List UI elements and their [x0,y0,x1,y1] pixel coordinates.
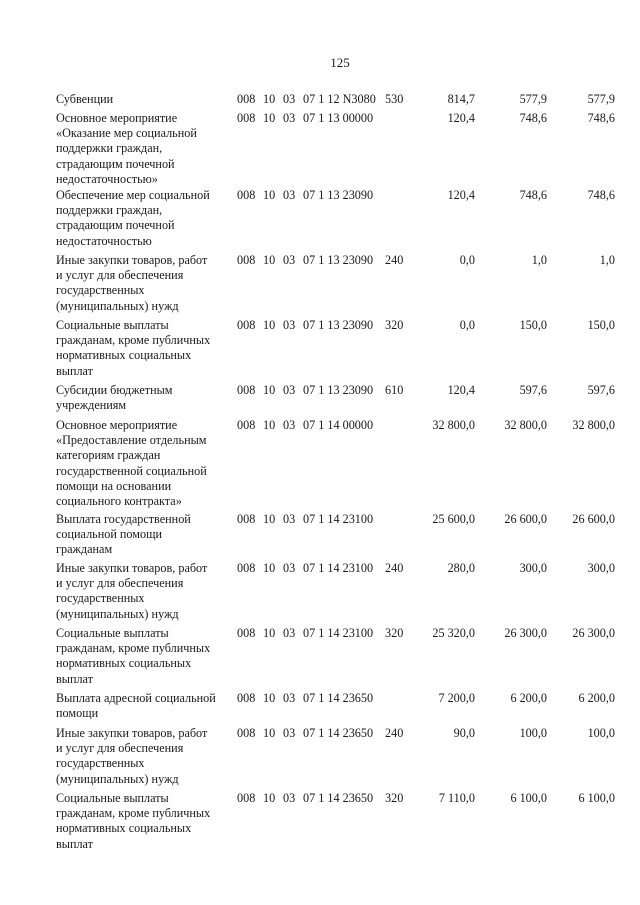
row-name [56,691,236,721]
row-name-line: страдающим почечной [56,218,175,233]
code-subsection: 03 [283,512,296,526]
amount-year-3: 150,0 [587,318,615,332]
row-name-line: Иные закупки товаров, работ [56,561,208,575]
row-name-line: поддержки граждан, [56,203,163,218]
code-subsection: 03 [283,111,296,125]
amount-year-2: 26 600,0 [504,512,547,526]
amount-year-3: 597,6 [587,383,615,397]
amount-year-2: 300,0 [519,561,547,575]
code-ministry: 008 [237,188,256,202]
row-name-line: страдающим почечной [56,156,175,171]
amount-year-3: 6 100,0 [578,791,615,805]
amount-year-1: 120,4 [447,188,475,202]
amount-year-1: 32 800,0 [432,418,475,432]
amount-year-2: 748,6 [519,111,547,125]
amount-year-2: 26 300,0 [504,626,547,640]
row-name [56,418,236,509]
row-name-line: помощи на основании [56,478,172,493]
code-expense-type: 240 [385,253,404,267]
code-target-article: 07 1 12 N3080 [303,92,376,106]
row-name-line: социального контракта» [56,494,182,509]
row-name-line: и услуг для обеспечения [56,576,184,591]
code-ministry: 008 [237,512,256,526]
code-expense-type: 240 [385,726,404,740]
code-expense-type: 610 [385,383,404,397]
row-name-line: государственных [56,591,145,606]
row-name-line: Выплата государственной [56,512,191,526]
code-section: 10 [263,626,276,640]
row-name [56,561,236,622]
amount-year-1: 0,0 [459,253,475,267]
row-name-line: «Предоставление отдельным [56,433,207,448]
code-section: 10 [263,512,276,526]
row-name-line: Социальные выплаты [56,791,169,805]
row-name [56,791,236,852]
row-name-line: и услуг для обеспечения [56,741,184,756]
row-name-line: выплат [56,363,93,378]
amount-year-2: 6 100,0 [510,791,547,805]
amount-year-3: 748,6 [587,111,615,125]
row-name-line: учреждениям [56,398,127,413]
row-name-line: Социальные выплаты [56,318,169,332]
row-name-line: (муниципальных) нужд [56,298,179,313]
code-section: 10 [263,691,276,705]
code-ministry: 008 [237,111,256,125]
code-section: 10 [263,111,276,125]
row-name [56,188,236,249]
code-target-article: 07 1 13 00000 [303,111,374,125]
code-subsection: 03 [283,791,296,805]
amount-year-2: 150,0 [519,318,547,332]
row-name-line: государственных [56,756,145,771]
row-name-line: выплат [56,671,93,686]
code-section: 10 [263,92,276,106]
amount-year-1: 25 320,0 [432,626,475,640]
row-name-line: Субсидии бюджетным [56,383,173,397]
row-name-line: государственных [56,283,145,298]
code-target-article: 07 1 13 23090 [303,253,374,267]
code-target-article: 07 1 14 23650 [303,691,374,705]
row-name [56,253,236,314]
row-name-line: социальной помощи [56,527,162,542]
amount-year-1: 25 600,0 [432,512,475,526]
amount-year-3: 577,9 [587,92,615,106]
amount-year-3: 32 800,0 [572,418,615,432]
code-section: 10 [263,418,276,432]
row-name-line: поддержки граждан, [56,141,163,156]
row-name [56,626,236,687]
amount-year-1: 120,4 [447,111,475,125]
row-name-line: государственной социальной [56,463,207,478]
row-name-line: нормативных социальных [56,656,192,671]
row-name-line: недостаточностью [56,233,152,248]
code-section: 10 [263,318,276,332]
row-name-line: (муниципальных) нужд [56,771,179,786]
code-target-article: 07 1 13 23090 [303,318,374,332]
row-name-line: Основное мероприятие [56,111,178,125]
code-ministry: 008 [237,561,256,575]
code-section: 10 [263,726,276,740]
row-name-line: гражданам, кроме публичных [56,333,211,348]
row-name [56,383,236,413]
code-section: 10 [263,791,276,805]
row-name [56,512,236,558]
code-target-article: 07 1 14 23100 [303,626,374,640]
amount-year-1: 7 200,0 [438,691,475,705]
amount-year-3: 748,6 [587,188,615,202]
amount-year-3: 100,0 [587,726,615,740]
amount-year-1: 0,0 [459,318,475,332]
row-name-line: (муниципальных) нужд [56,606,179,621]
code-expense-type: 320 [385,791,404,805]
row-name-line: Социальные выплаты [56,626,169,640]
amount-year-2: 577,9 [519,92,547,106]
amount-year-1: 90,0 [453,726,475,740]
code-target-article: 07 1 13 23090 [303,383,374,397]
amount-year-3: 1,0 [599,253,615,267]
amount-year-2: 597,6 [519,383,547,397]
code-subsection: 03 [283,561,296,575]
amount-year-3: 26 300,0 [572,626,615,640]
code-expense-type: 320 [385,626,404,640]
amount-year-2: 100,0 [519,726,547,740]
code-ministry: 008 [237,253,256,267]
page-number: 125 [330,55,350,70]
code-section: 10 [263,188,276,202]
row-name-line: категориям граждан [56,448,161,463]
code-subsection: 03 [283,626,296,640]
code-ministry: 008 [237,691,256,705]
row-name-line: выплат [56,836,93,851]
row-name-line: Субвенции [56,92,114,106]
amount-year-1: 120,4 [447,383,475,397]
row-name-line: Иные закупки товаров, работ [56,253,208,267]
code-target-article: 07 1 14 23100 [303,561,374,575]
row-name-line: нормативных социальных [56,348,192,363]
row-name-line: и услуг для обеспечения [56,268,184,283]
code-subsection: 03 [283,253,296,267]
row-name-line: «Оказание мер социальной [56,126,197,141]
row-name [56,92,236,107]
amount-year-2: 1,0 [531,253,547,267]
code-ministry: 008 [237,418,256,432]
code-section: 10 [263,253,276,267]
code-target-article: 07 1 14 23650 [303,791,374,805]
row-name-line: нормативных социальных [56,821,192,836]
code-ministry: 008 [237,92,256,106]
code-subsection: 03 [283,188,296,202]
row-name-line: помощи [56,706,99,721]
amount-year-2: 32 800,0 [504,418,547,432]
code-section: 10 [263,561,276,575]
code-ministry: 008 [237,791,256,805]
code-subsection: 03 [283,691,296,705]
code-expense-type: 530 [385,92,404,106]
amount-year-3: 6 200,0 [578,691,615,705]
row-name-line: Основное мероприятие [56,418,178,432]
code-expense-type: 320 [385,318,404,332]
row-name-line: гражданам [56,542,113,557]
row-name [56,111,236,187]
code-subsection: 03 [283,318,296,332]
amount-year-2: 6 200,0 [510,691,547,705]
code-target-article: 07 1 14 23650 [303,726,374,740]
amount-year-2: 748,6 [519,188,547,202]
code-ministry: 008 [237,626,256,640]
code-subsection: 03 [283,92,296,106]
row-name [56,726,236,787]
code-subsection: 03 [283,383,296,397]
row-name-line: Выплата адресной социальной [56,691,216,705]
amount-year-1: 7 110,0 [438,791,475,805]
amount-year-3: 26 600,0 [572,512,615,526]
amount-year-1: 814,7 [447,92,475,106]
code-section: 10 [263,383,276,397]
amount-year-3: 300,0 [587,561,615,575]
row-name-line: гражданам, кроме публичных [56,806,211,821]
code-ministry: 008 [237,318,256,332]
amount-year-1: 280,0 [447,561,475,575]
code-target-article: 07 1 13 23090 [303,188,374,202]
code-target-article: 07 1 14 23100 [303,512,374,526]
row-name-line: недостаточностью» [56,171,158,186]
row-name-line: гражданам, кроме публичных [56,641,211,656]
code-target-article: 07 1 14 00000 [303,418,374,432]
row-name [56,318,236,379]
row-name-line: Обеспечение мер социальной [56,188,210,202]
code-ministry: 008 [237,726,256,740]
code-ministry: 008 [237,383,256,397]
code-subsection: 03 [283,726,296,740]
code-expense-type: 240 [385,561,404,575]
row-name-line: Иные закупки товаров, работ [56,726,208,740]
code-subsection: 03 [283,418,296,432]
